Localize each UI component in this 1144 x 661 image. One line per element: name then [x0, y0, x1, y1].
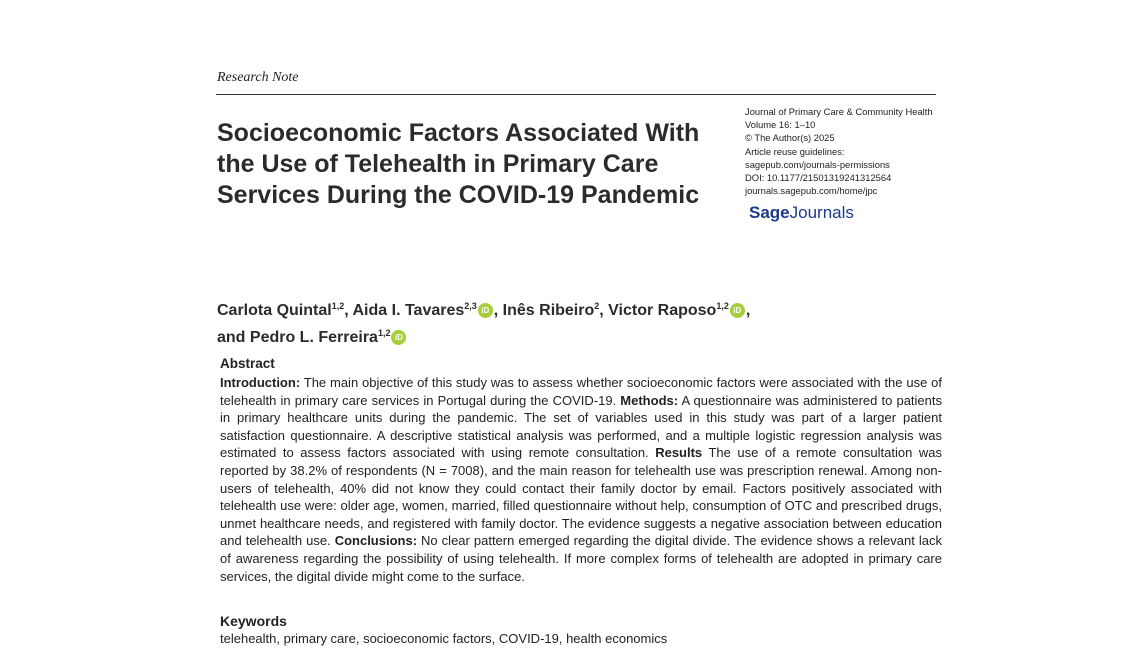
author-affiliation: 1,2 — [716, 301, 729, 311]
permissions-link[interactable]: sagepub.com/journals-permissions — [745, 158, 890, 170]
sage-journals-logo — [749, 203, 854, 223]
abstract-heading: Abstract — [220, 356, 275, 371]
reuse-guidelines-label: Article reuse guidelines: — [745, 145, 845, 157]
author-name: Victor Raposo — [608, 302, 717, 319]
header-rule — [216, 94, 936, 95]
author-name: Aida I. Tavares — [352, 302, 465, 319]
article-title: Socioeconomic Factors Associated With the Use of Telehealth in Primary Care Services During the COVID-19 Pandemic — [217, 119, 700, 209]
abstract-methods-text: A questionnaire was administered to patients in primary healthcare units during the pandemic. The set of variables used in this study was part of a larger patient satisfaction questionnaire. A descriptive statistical analysis was performed, and a multiple logistic regression analysis was estimated to assess factors associated with using remote consultation. — [220, 392, 942, 461]
orcid-icon[interactable]: iD — [478, 303, 493, 318]
article-type-label: Research Note — [217, 70, 299, 85]
abstract-intro-text: The main objective of this study was to assess whether socioeconomic factors were associated with the use of telehealth in primary care services in Portugal during the COVID-19. — [220, 375, 942, 408]
author-affiliation: 2,3 — [464, 301, 477, 311]
abstract-body — [220, 374, 942, 585]
keywords-list: telehealth, primary care, socioeconomic factors, COVID-19, health economics — [220, 631, 668, 646]
logo-part-sage: Sage — [749, 203, 790, 222]
journal-volume: Volume 16: 1–10 — [745, 119, 816, 131]
journal-home-link[interactable]: journals.sagepub.com/home/jpc — [745, 185, 878, 197]
author-name: Inês Ribeiro — [502, 302, 595, 319]
abstract-intro-label: Introduction: — [220, 375, 301, 390]
author-name: Carlota Quintal — [217, 302, 332, 319]
author-affiliation: 2 — [594, 301, 600, 311]
author-list — [217, 295, 837, 349]
orcid-icon[interactable]: iD — [391, 330, 406, 345]
author-separator: , — [344, 302, 353, 319]
logo-part-journals: Journals — [789, 203, 854, 222]
author-affiliation: 1,2 — [331, 301, 345, 311]
doi[interactable]: DOI: 10.1177/21501319241312564 — [745, 172, 892, 184]
abstract-conclusions-label: Conclusions: — [334, 533, 418, 549]
abstract-results-label: Results — [655, 445, 703, 461]
abstract-results-text: The use of a remote consultation was reported by 38.2% of respondents (N = 7008), and the main reason for telehealth use was prescription renewal. Among non-users of telehealth, 40% did not know they could contact their family doctor by email. Factors positively associated with telehealth use were: older age, women, married, filled questionnaire without help, consumption of OTC and prescribed drugs, unmet healthcare needs, and registered with family doctor. The evidence suggests a negative association between education and telehealth use. — [220, 445, 942, 549]
keywords-heading: Keywords — [220, 613, 287, 629]
orcid-icon[interactable]: iD — [730, 303, 745, 318]
abstract-conclusions-text: No clear pattern emerged regarding the digital divide. The evidence shows a relevant lack of awareness regarding the possibility of using telehealth. If more complex forms of telehealth are adopted in primary care services, the digital divide might come to the surface. — [220, 533, 942, 584]
journal-name: Journal of Primary Care & Community Health — [745, 106, 933, 117]
author-affiliation: 1,2 — [377, 328, 391, 338]
journal-metadata — [745, 105, 945, 197]
abstract-methods-label: Methods: — [620, 392, 679, 408]
author-separator: , — [599, 302, 609, 319]
author-name: and Pedro L. Ferreira — [217, 329, 378, 346]
author-separator: , — [493, 302, 503, 319]
copyright: © The Author(s) 2025 — [745, 132, 835, 144]
author-separator: , — [745, 302, 751, 319]
